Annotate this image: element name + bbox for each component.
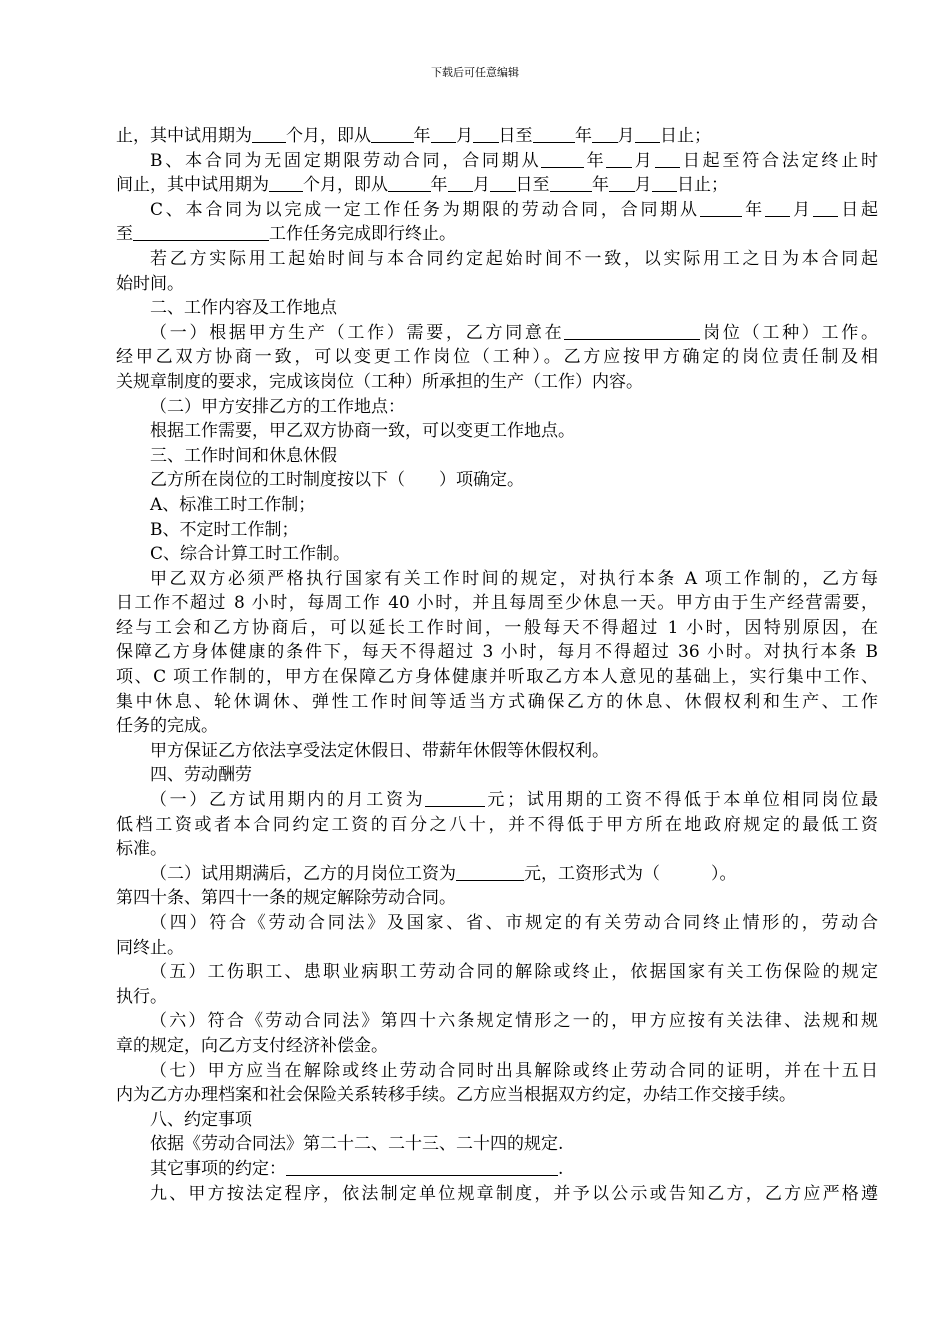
blank-fill-line bbox=[388, 176, 431, 192]
contract-body bbox=[116, 124, 878, 1206]
paragraph-line: C、综合计算工时工作制。 bbox=[150, 544, 351, 565]
paragraph-line: 根据工作需要，甲乙双方协商一致，可以变更工作地点。 bbox=[150, 421, 575, 442]
paragraph-line: 九、甲方按法定程序，依法制定单位规章制度，并予以公示或告知乙方，乙方应严格遵 bbox=[150, 1183, 878, 1204]
blank-fill-line bbox=[592, 127, 618, 143]
paragraph-line: 依据《劳动合同法》第二十二、二十三、二十四的规定. bbox=[150, 1134, 564, 1155]
blank-fill-line bbox=[606, 152, 632, 168]
paragraph-line: 八、约定事项 bbox=[150, 1109, 252, 1130]
blank-fill-line bbox=[252, 127, 286, 143]
blank-fill-line bbox=[448, 176, 474, 192]
paragraph-line: （五）工伤职工、患职业病职工劳动合同的解除或终止，依据国家有关工伤保险的规定 bbox=[150, 962, 878, 983]
blank-fill-line bbox=[269, 176, 303, 192]
paragraph-line: 经甲乙双方协商一致，可以变更工作岗位（工种）。乙方应按甲方确定的岗位责任制及相 bbox=[116, 347, 878, 368]
paragraph-line: B、不定时工作制； bbox=[150, 519, 299, 540]
paragraph-line: 日工作不超过 8 小时，每周工作 40 小时，并且每周至少休息一天。甲方由于生产经营需要， bbox=[116, 593, 878, 614]
paragraph-line: （六）符合《劳动合同法》第四十六条规定情形之一的，甲方应按有关法律、法规和规 bbox=[150, 1011, 878, 1032]
paragraph-line: 章的规定，向乙方支付经济补偿金。 bbox=[116, 1035, 388, 1056]
blank-fill-line bbox=[425, 791, 485, 807]
blank-fill-line bbox=[635, 127, 661, 143]
paragraph-line: （四）符合《劳动合同法》及国家、省、市规定的有关劳动合同终止情形的，劳动合 bbox=[150, 913, 878, 933]
blank-fill-line bbox=[655, 152, 681, 168]
blank-fill-line bbox=[533, 127, 576, 143]
paragraph-line: 标准。 bbox=[116, 839, 167, 860]
paragraph-line: 乙方所在岗位的工时制度按以下（ ）项确定。 bbox=[150, 470, 524, 491]
paragraph-line: 集中休息、轮休调休、弹性工作时间等适当方式确保乙方的休息、休假权利和生产、工作 bbox=[116, 691, 878, 712]
paragraph-line: 执行。 bbox=[116, 986, 167, 1007]
blank-fill-line bbox=[371, 127, 414, 143]
paragraph-line: 止，其中试用期为 个月，即从 年 月 日至 年 月 日止； bbox=[116, 126, 711, 146]
paragraph-line: 第四十条、第四十一条的规定解除劳动合同。 bbox=[116, 888, 456, 909]
blank-fill-line bbox=[490, 176, 516, 192]
paragraph-line: 经与工会和乙方协商后，可以延长工作时间，一般每天不得超过 1 小时，因特别原因，在 bbox=[116, 617, 878, 638]
paragraph-line: 关规章制度的要求，完成该岗位（工种）所承担的生产（工作）内容。 bbox=[116, 371, 643, 392]
paragraph-line: C、本合同为以完成一定工作任务为期限的劳动合同，合同期从 年 月 日起 bbox=[150, 199, 879, 220]
page-header: 下载后可任意编辑 bbox=[431, 66, 519, 79]
blank-fill-line bbox=[652, 176, 678, 192]
paragraph-line: （二）试用期满后，乙方的月岗位工资为 元，工资形式为（ ）。 bbox=[150, 863, 737, 884]
blank-fill-line bbox=[473, 127, 499, 143]
paragraph-line: B、本合同为无固定期限劳动合同，合同期从 年 月 日起至符合法定终止时 bbox=[150, 150, 879, 171]
blank-fill-line bbox=[765, 201, 791, 217]
paragraph-line: 项、C 项工作制的，甲方在保障乙方身体健康并听取乙方本人意见的基础上，实行集中工作、 bbox=[116, 667, 878, 688]
paragraph-line: 始时间。 bbox=[116, 273, 184, 294]
blank-fill-line bbox=[564, 324, 700, 340]
paragraph-line: （二）甲方安排乙方的工作地点： bbox=[150, 396, 405, 417]
paragraph-line: 内为乙方办理档案和社会保险关系转移手续。乙方应当根据双方约定，办结工作交接手续。 bbox=[116, 1085, 796, 1106]
blank-fill-line bbox=[700, 201, 743, 217]
paragraph-line: 间止，其中试用期为 个月，即从 年 月 日至 年 月 日止； bbox=[116, 175, 728, 196]
blank-fill-line bbox=[133, 225, 269, 241]
paragraph-line: 三、工作时间和休息休假 bbox=[150, 445, 337, 466]
paragraph-line: 同终止。 bbox=[116, 937, 184, 958]
paragraph-line: 任务的完成。 bbox=[116, 716, 218, 737]
blank-fill-line bbox=[431, 127, 457, 143]
paragraph-line: A、标准工时工作制； bbox=[150, 494, 316, 515]
paragraph-line: 甲乙双方必须严格执行国家有关工作时间的规定，对执行本条 A 项工作制的，乙方每 bbox=[150, 568, 878, 589]
blank-fill-line bbox=[813, 201, 839, 217]
blank-fill-line bbox=[286, 1160, 558, 1176]
paragraph-line: 二、工作内容及工作地点 bbox=[150, 298, 337, 319]
paragraph-line: 低档工资或者本合同约定工资的百分之八十，并不得低于甲方所在地政府规定的最低工资 bbox=[116, 814, 878, 835]
paragraph-line: 若乙方实际用工起始时间与本合同约定起始时间不一致，以实际用工之日为本合同起 bbox=[150, 248, 878, 269]
paragraph-line: （一）乙方试用期内的月工资为 元；试用期的工资不得低于本单位相同岗位最 bbox=[150, 790, 879, 811]
paragraph-line: 其它事项的约定： . bbox=[150, 1158, 564, 1179]
paragraph-line: （一）根据甲方生产（工作）需要，乙方同意在 岗位（工种）工作。 bbox=[150, 322, 879, 343]
blank-fill-line bbox=[550, 176, 593, 192]
paragraph-line: 至 工作任务完成即行终止。 bbox=[116, 224, 456, 245]
blank-fill-line bbox=[541, 152, 584, 168]
blank-fill-line bbox=[609, 176, 635, 192]
paragraph-line: 保障乙方身体健康的条件下，每天不得超过 3 小时，每月不得超过 36 小时。对执行本条 B bbox=[116, 642, 878, 663]
paragraph-line: 甲方保证乙方依法享受法定休假日、带薪年休假等休假权利。 bbox=[150, 740, 609, 761]
paragraph-line: （七）甲方应当在解除或终止劳动合同时出具解除或终止劳动合同的证明，并在十五日 bbox=[150, 1060, 878, 1081]
blank-fill-line bbox=[456, 865, 524, 881]
paragraph-line: 四、劳动酬劳 bbox=[150, 765, 252, 786]
